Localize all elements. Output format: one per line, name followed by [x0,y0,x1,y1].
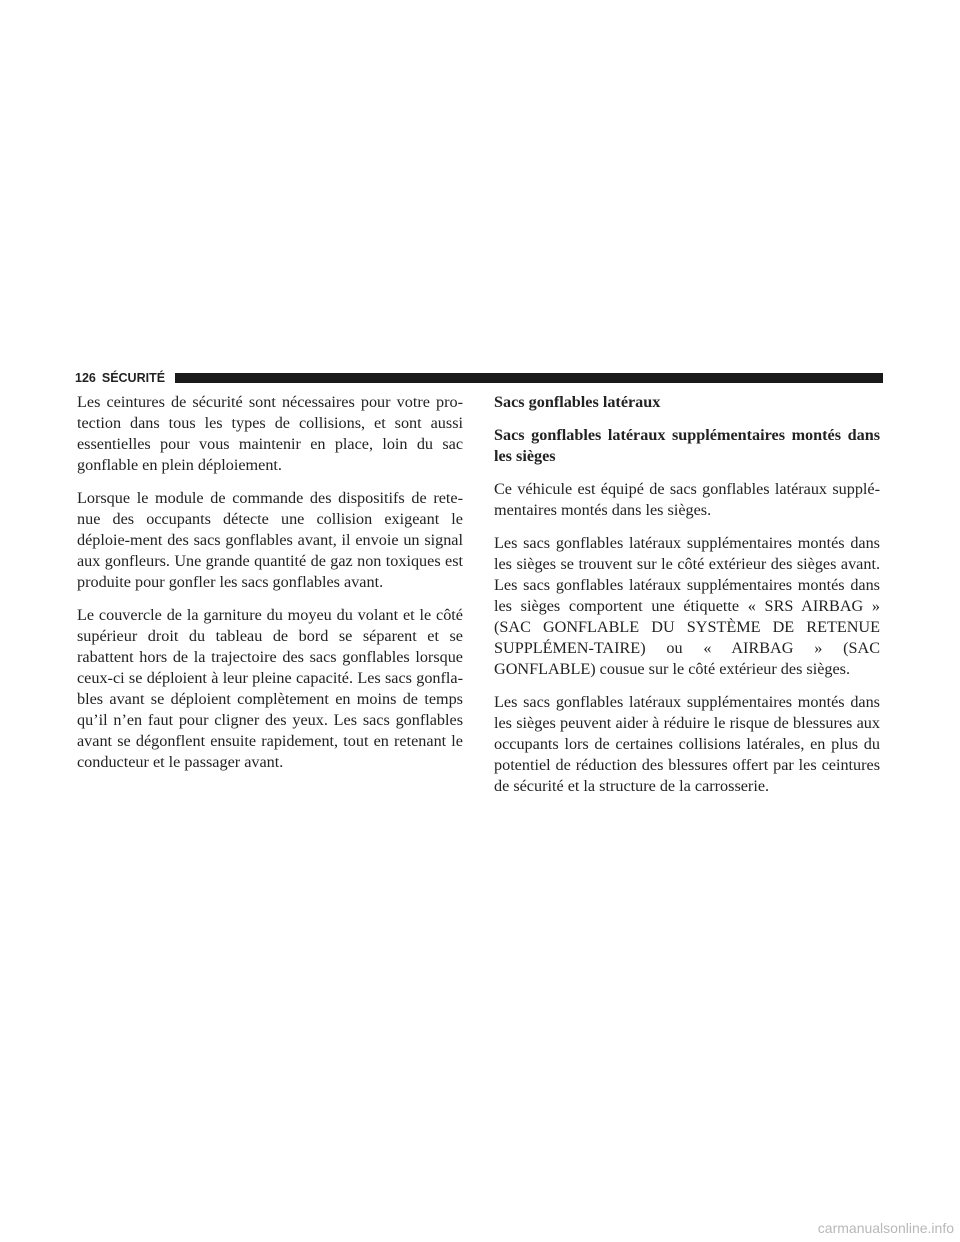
paragraph: Les sacs gonflables latéraux supplémentaires montés dans les sièges peuvent aider à réduire le risque de blessures aux occupants lors de certaines collisions latérales, en plus du potentiel de réduction des blessures offert par les ceintures de sécurité et la structure de la carrosserie. [494,693,880,795]
page-number: 126 [75,371,96,385]
paragraph: Ce véhicule est équipé de sacs gonflables latéraux supplé-mentaires montés dans les sièges. [494,480,880,519]
header-rule [175,373,883,383]
paragraph: Lorsque le module de commande des dispositifs de rete-nue des occupants détecte une collision exigeant le déploie-ment des sacs gonflables avant, il envoie un signal aux gonfleurs. Une grande quantité de gaz non toxiques est produite pour gonfler les sacs gonflables avant. [77,489,463,591]
subsection-heading: Sacs gonflables latéraux supplémentaires montés dans les sièges [494,426,880,465]
left-column [77,392,463,785]
watermark: carmanualsonline.info [817,1220,954,1236]
section-title: SÉCURITÉ [101,371,166,385]
right-column [494,392,880,809]
paragraph: Les sacs gonflables latéraux supplémentaires montés dans les sièges se trouvent sur le côté extérieur des sièges avant. Les sacs gonflables latéraux supplémentaires montés dans les sièges comportent une étiquette « SRS AIRBAG » (SAC GONFLABLE DU SYSTÈME DE RETENUE SUPPLÉMEN-TAIRE) ou « AIRBAG » (SAC GONFLABLE) cousue sur le côté extérieur des sièges. [494,534,880,678]
page-header [75,370,883,386]
paragraph: Le couvercle de la garniture du moyeu du volant et le côté supérieur droit du tableau de bord se séparent et se rabattent hors de la trajectoire des sacs gonflables lorsque ceux-ci se déploient à leur pleine capacité. Les sacs gonfla-bles avant se déploient complètement en moins de temps qu’il n’en faut pour cligner des yeux. Les sacs gonflables avant se dégonflent ensuite rapidement, tout en retenant le conducteur et le passager avant. [77,606,463,771]
paragraph: Les ceintures de sécurité sont nécessaires pour votre pro-tection dans tous les types de collisions, et sont aussi essentielles pour vous maintenir en place, loin du sac gonflable en plein déploiement. [77,393,463,474]
section-heading: Sacs gonflables latéraux [494,393,661,411]
